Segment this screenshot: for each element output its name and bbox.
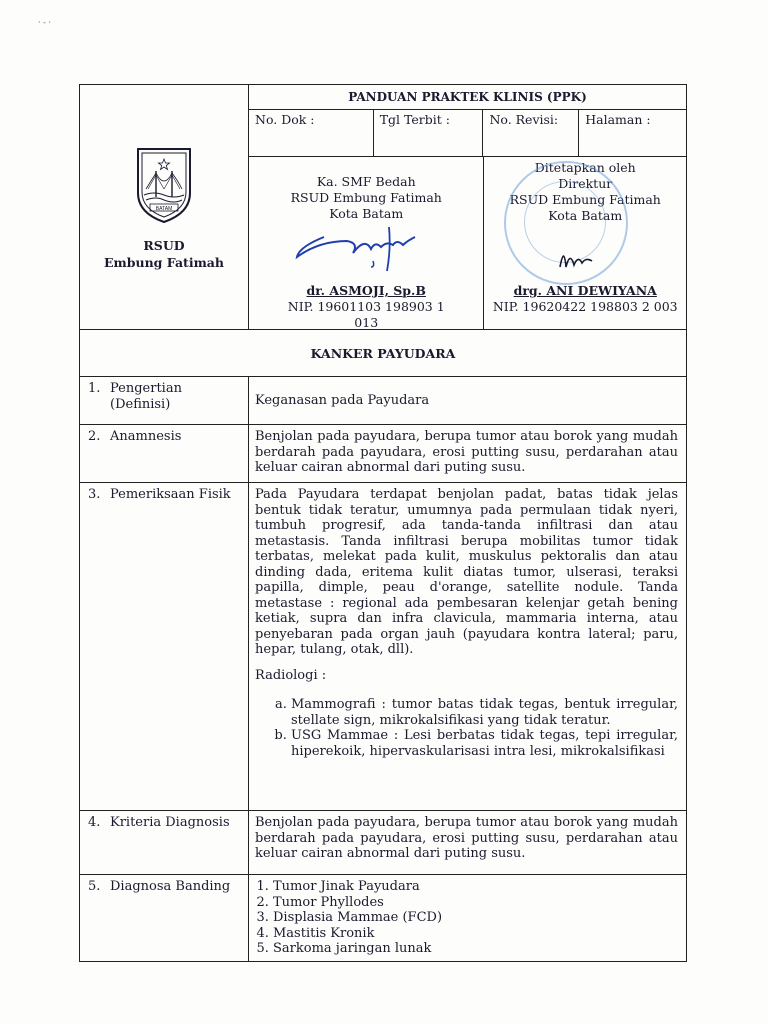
handwritten-signature-right <box>552 237 602 277</box>
signature-left <box>249 157 483 329</box>
halaman-field: Halaman : <box>585 112 651 127</box>
right-signatory-name: drg. ANI DEWIYANA <box>513 283 657 298</box>
list-item: 5. Sarkoma jaringan lunak <box>273 941 678 957</box>
tgl-terbit-field: Tgl Terbit : <box>374 110 484 156</box>
left-nip-line2: 013 <box>354 315 379 330</box>
right-position: Direktur <box>558 176 613 191</box>
document-info-cells <box>249 110 687 157</box>
crest-caption: BATAM <box>155 206 173 212</box>
list-item: 4. Mastitis Kronik <box>273 926 678 942</box>
list-item: 2. Tumor Phyllodes <box>273 895 678 911</box>
left-nip-line1: NIP. 19601103 198903 1 <box>287 299 445 314</box>
differential-diagnosis-list <box>255 879 678 957</box>
section-5-content <box>249 875 687 962</box>
page-corner-mark: · - · <box>38 18 51 27</box>
section-4-text: Benjolan pada payudara, berupa tumor atau borok yang mudah berdarah pada payudara, erosi putting susu, perdarahan atau keluar cairan abnormal dari puting susu. <box>249 811 687 875</box>
list-item: a. Mammografi : tumor batas tidak tegas, bentuk irregular, stellate sign, mikrokalsifikasi yang tidak teratur. <box>291 697 678 728</box>
ppk-header-title: PANDUAN PRAKTEK KLINIS (PPK) <box>249 85 687 110</box>
radiologi-label: Radiologi : <box>255 667 327 683</box>
ppk-table <box>79 84 687 962</box>
radiologi-list <box>255 697 678 759</box>
no-revisi-field: No. Revisi: <box>483 110 579 156</box>
hospital-name-line1: RSUD <box>143 238 185 253</box>
section-1-label: 1. Pengertian (Definisi) <box>80 377 249 425</box>
section-4-label: 4. Kriteria Diagnosis <box>80 811 249 875</box>
left-signatory-name: dr. ASMOJI, Sp.B <box>306 283 426 298</box>
list-item: b. USG Mammae : Lesi berbatas tidak tegas, tepi irregular, hiperekoik, hipervaskularisasi intra lesi, mikrokalsifikasi <box>291 728 678 759</box>
section-1-text: Keganasan pada Payudara <box>249 377 687 425</box>
section-3-label: 3. Pemeriksaan Fisik <box>80 483 249 811</box>
hospital-name-line2: Embung Fatimah <box>104 255 224 270</box>
right-city: Kota Batam <box>548 208 623 223</box>
right-nip: NIP. 19620422 198803 2 003 <box>492 299 678 314</box>
document-title: KANKER PAYUDARA <box>80 330 687 377</box>
section-3-text: Pada Payudara terdapat benjolan padat, batas tidak jelas bentuk tidak teratur, umumnya pada permulaan tidak nyeri, tumbuh progresif, ada tanda-tanda infiltrasi dan atau metastasis. Tanda infiltrasi berupa mobilitas tumor tidak terbatas, melekat pada kulit, muskulus pektoralis dan atau dinding dada, eritema kulit diatas tumor, ulserasi, teraksi papilla, dimple, peau d'orange, satellite nodule. Tanda metastase : regional ada pembesaran kelenjar getah bening ketiak, supra dan infra clavicula, mammaria interna, atau penyebaran pada organ jauh (payudara kontra lateral; paru, hepar, tulang, otak, dll). <box>255 487 678 657</box>
list-item: 1. Tumor Jinak Payudara <box>273 879 678 895</box>
right-determined-by: Ditetapkan oleh <box>534 160 636 175</box>
left-city: Kota Batam <box>329 206 404 221</box>
section-2-text: Benjolan pada payudara, berupa tumor atau borok yang mudah berdarah pada payudara, erosi putting susu, perdarahan atau keluar cairan abnormal dari puting susu. <box>249 425 687 483</box>
section-3-content <box>249 483 687 811</box>
batam-city-crest-icon <box>134 145 194 225</box>
signature-block <box>249 157 687 330</box>
list-item: 3. Displasia Mammae (FCD) <box>273 910 678 926</box>
no-dok-field: No. Dok : <box>249 110 374 156</box>
section-2-label: 2. Anamnesis <box>80 425 249 483</box>
hospital-logo-cell <box>80 85 249 330</box>
left-position: Ka. SMF Bedah <box>316 174 416 189</box>
left-institution: RSUD Embung Fatimah <box>290 190 442 205</box>
section-5-label: 5. Diagnosa Banding <box>80 875 249 962</box>
right-institution: RSUD Embung Fatimah <box>509 192 661 207</box>
signature-right <box>483 157 686 329</box>
handwritten-signature-left <box>289 219 439 279</box>
